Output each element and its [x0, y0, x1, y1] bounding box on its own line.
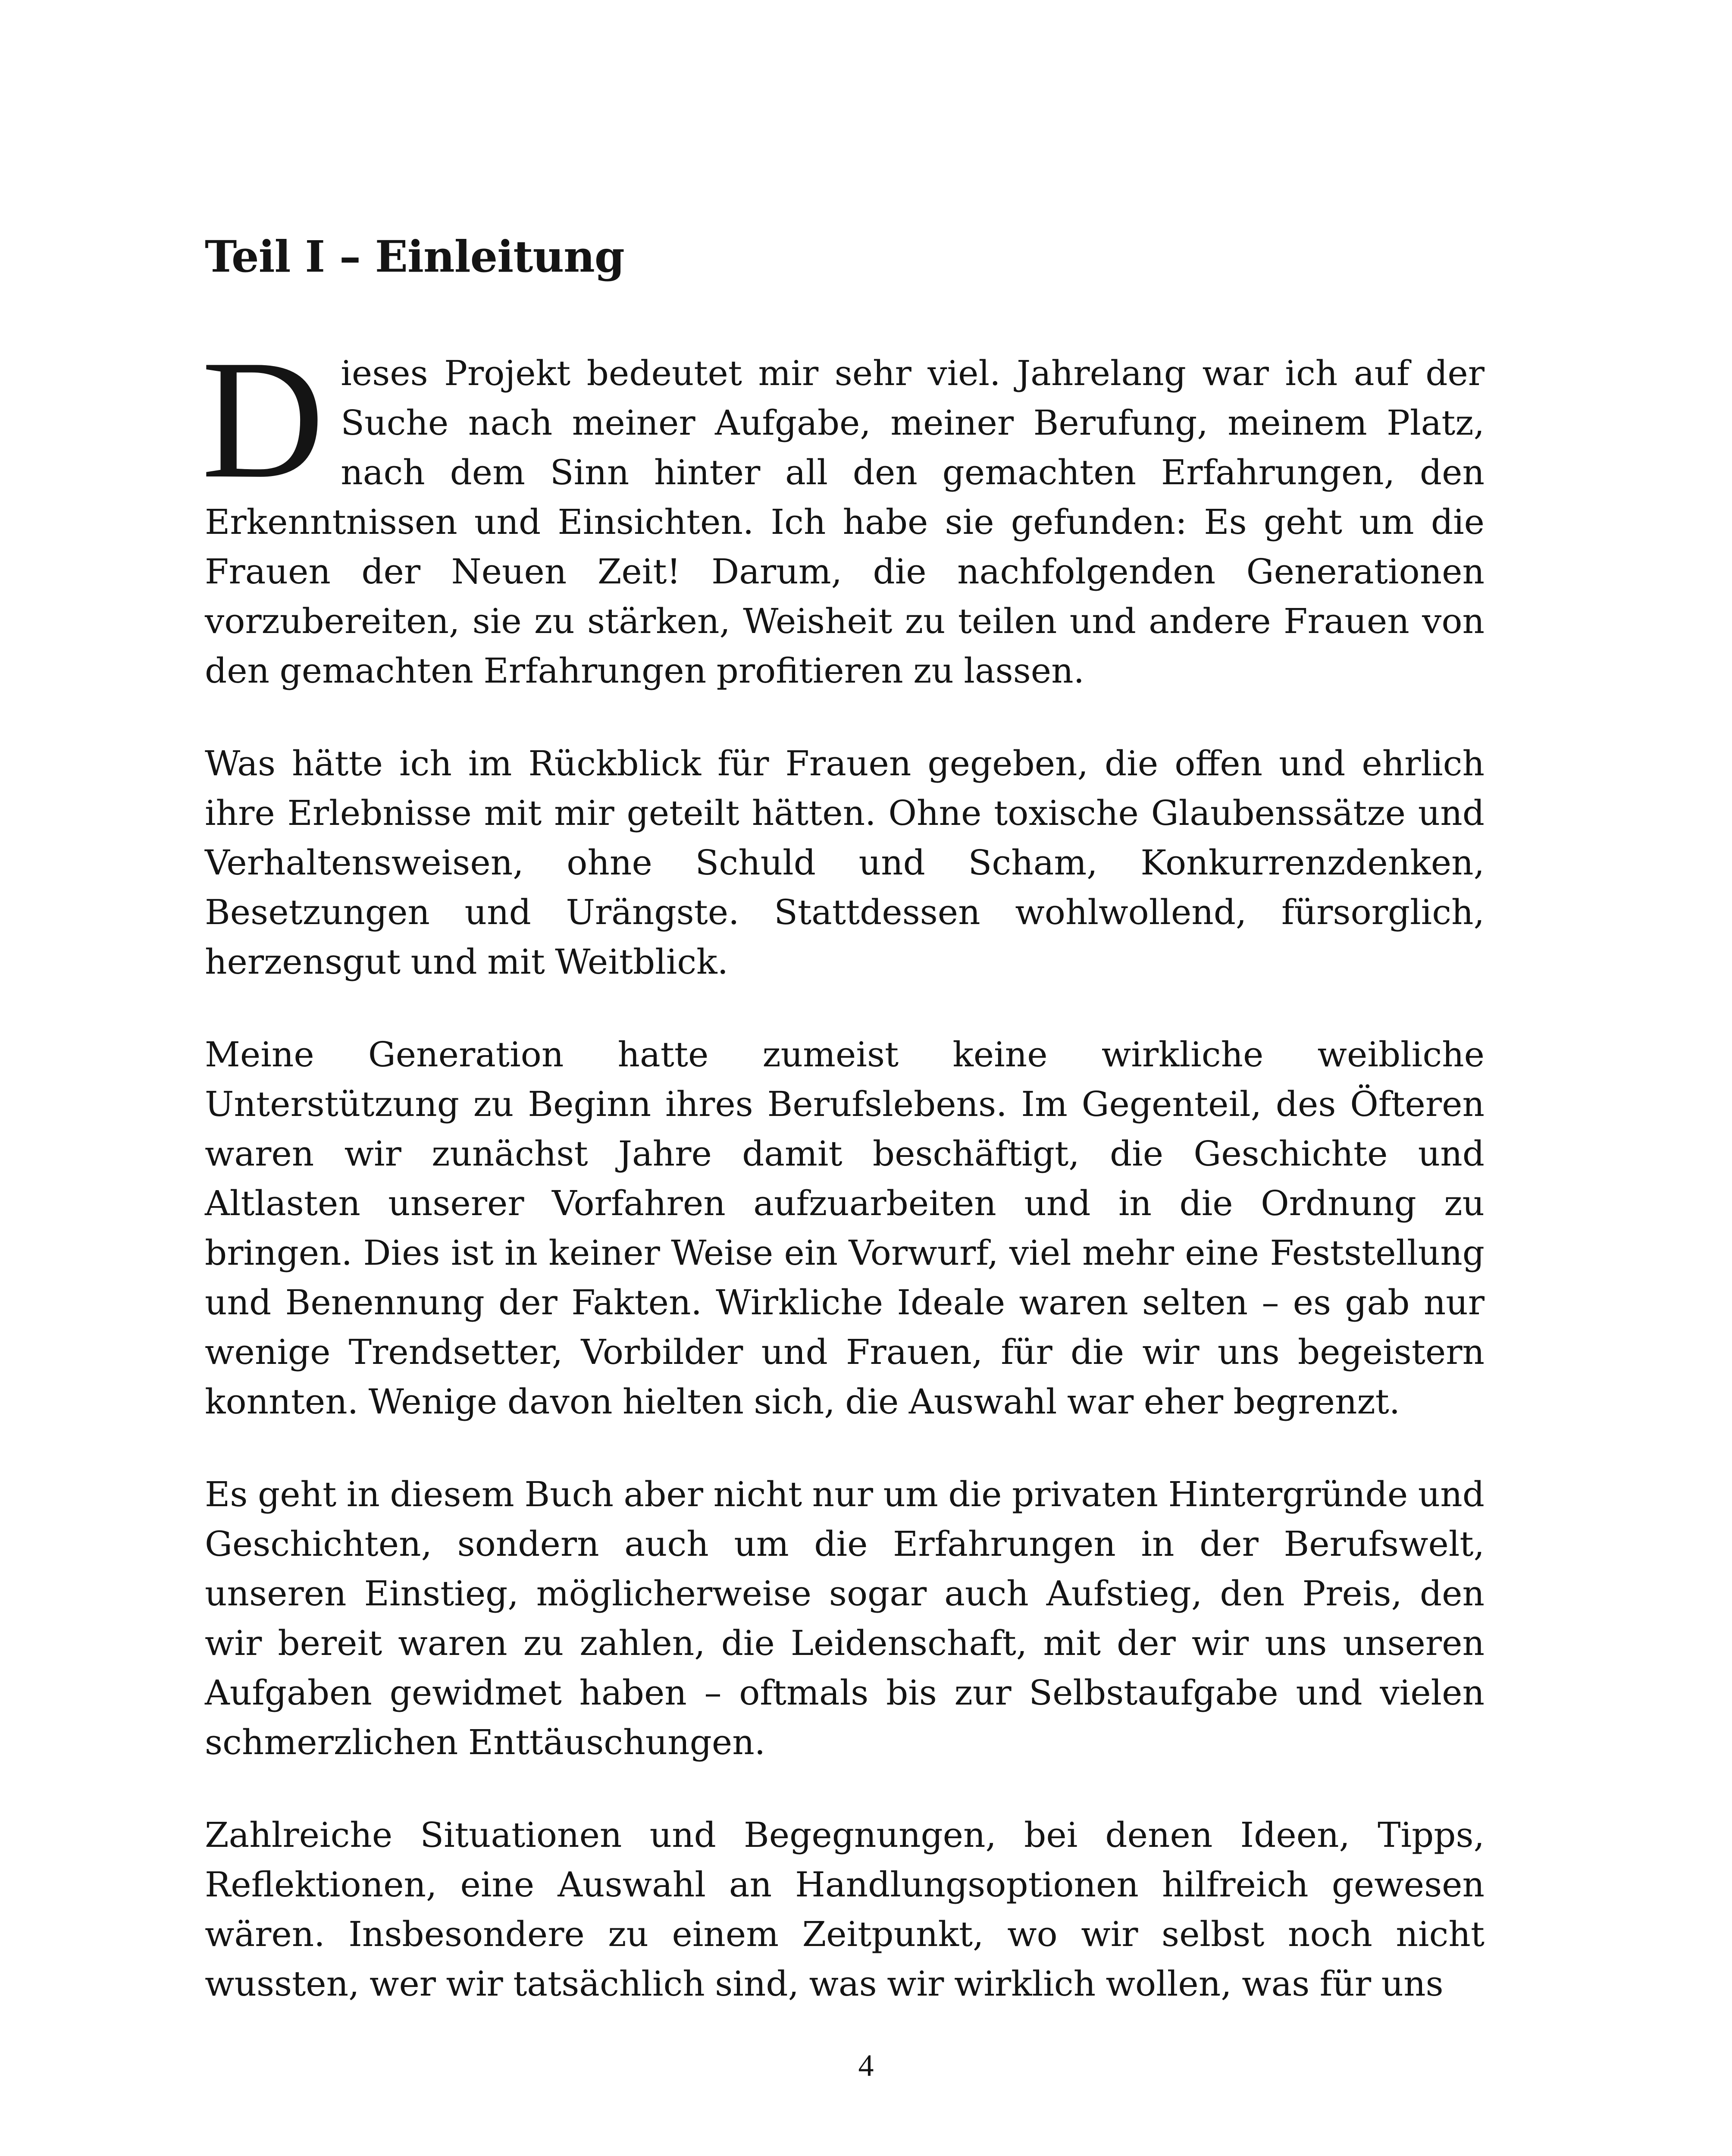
- paragraph-4: Es geht in diesem Buch aber nicht nur um die privaten Hintergründe und Geschichten, sondern auch um die Erfahrungen in der Berufswelt, unseren Einstieg, möglicherweise sogar auch Aufstieg, den Preis, den wir bereit waren zu zahlen, die Leidenschaft, mit der wir uns unseren Aufgaben gewidmet haben – oftmals bis zur Selbstaufgabe und vielen schmerzlichen Enttäuschungen.: [205, 1474, 1485, 1762]
- paragraph-5: Zahlreiche Situationen und Begegnungen, bei denen Ideen, Tipps, Reflektionen, eine Auswahl an Handlungsoptionen hilfreich gewesen wären. Insbesondere zu einem Zeitpunkt, wo wir selbst noch nicht wussten, wer wir tatsächlich sind, was wir wirklich wollen, was für uns: [205, 1815, 1485, 2004]
- body-text: [201, 325, 1485, 2052]
- paragraph-3: Meine Generation hatte zumeist keine wirkliche weibliche Unterstützung zu Beginn ihres Berufslebens. Im Gegenteil, des Öfteren waren wir zunächst Jahre damit beschäftigt, die Geschichte und Altlasten unserer Vorfahren aufzuarbeiten und in die Ordnung zu bringen. Dies ist in keiner Weise ein Vorwurf, viel mehr eine Feststellung und Benennung der Fakten. Wirkliche Ideale waren selten – es gab nur wenige Trendsetter, Vorbilder und Frauen, für die wir uns begeistern konnten. Wenige davon hielten sich, die Auswahl war eher begrenzt.: [205, 1034, 1485, 1422]
- page-number: 4: [858, 2048, 874, 2083]
- chapter-heading: Teil I – Einleitung: [205, 231, 624, 282]
- intro-paragraph: [201, 325, 1485, 696]
- intro-paragraph-text: ieses Projekt bedeutet mir sehr viel. Jahrelang war ich auf der Suche nach meiner Aufgabe, meiner Berufung, meinem Platz, nach dem Sinn hinter all den gemachten Erfahrungen, den Erkenntnissen und Einsichten. Ich habe sie gefunden: Es geht um die Frauen der Neuen Zeit! Darum, die nachfolgenden Generationen vorzubereiten, sie zu stärken, Weisheit zu teilen und andere Frauen von den gemachten Erfahrungen profitieren zu lassen.: [205, 353, 1485, 691]
- drop-cap: D: [201, 325, 325, 514]
- paragraph-2: Was hätte ich im Rückblick für Frauen gegeben, die offen und ehrlich ihre Erlebnisse mit mir geteilt hätten. Ohne toxische Glaubenssätze und Verhaltensweisen, ohne Schuld und Scham, Konkurrenzdenken, Besetzungen und Urängste. Stattdessen wohlwollend, fürsorglich, herzensgut und mit Weitblick.: [205, 743, 1485, 982]
